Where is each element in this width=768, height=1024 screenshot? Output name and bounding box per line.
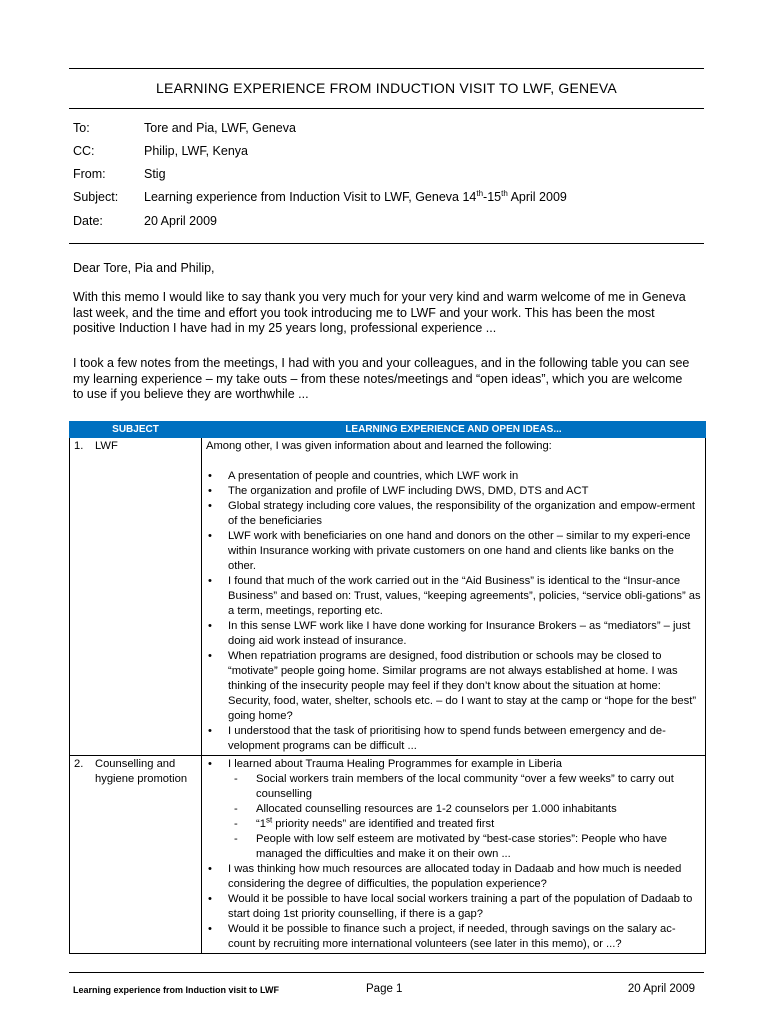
top-rule <box>69 68 704 69</box>
list-item: • When repatriation programs are designed, food distribution or schools may be closed to “motivate” people going home. Similar programs are not always established at home. I was thinking of the insecurity people may feel if they don’t know about the situation at home: Security, food, water, shelter, schools etc. – do I want to stay at the camp or “hope for the best” going home? <box>206 649 701 724</box>
list-item: - Social workers train members of the local community “over a few weeks” to carry out counselling <box>206 772 701 802</box>
row-number: 2. <box>74 758 84 770</box>
date-value: 20 April 2009 <box>144 214 217 228</box>
page-number: Page 1 <box>366 983 403 995</box>
footer-rule <box>69 972 704 973</box>
learning-column-header: LEARNING EXPERIENCE AND OPEN IDEAS... <box>202 422 706 438</box>
subject-sup-a: th <box>476 188 484 198</box>
dash-list <box>206 772 701 862</box>
subject-label: Subject: <box>73 190 119 204</box>
from-value: Stig <box>144 167 166 181</box>
row-intro: Among other, I was given information about and learned the following: <box>206 440 552 452</box>
sub3-sup: st <box>265 815 273 825</box>
footer-date: 20 April 2009 <box>627 983 695 995</box>
to-row <box>73 121 703 139</box>
document-title: LEARNING EXPERIENCE FROM INDUCTION VISIT TO LWF, GENEVA <box>156 80 617 96</box>
subject-column-header: SUBJECT <box>70 422 202 438</box>
sub3-text-pre: “1 <box>256 818 266 830</box>
row-subject: LWF <box>95 440 118 452</box>
list-item: • Would it be possible to finance such a project, if needed, through savings on the salary ac-count by recruiting more international volunteers (see later in this memo), or ...? <box>206 922 701 952</box>
list-item: - Allocated counselling resources are 1-2 counselors per 1.000 inhabitants <box>206 802 701 817</box>
cc-value: Philip, LWF, Kenya <box>144 144 248 158</box>
bullet-list <box>206 469 701 754</box>
list-item: • LWF work with beneficiaries on one hand and donors on the other – similar to my experi-ence within Insurance working with private customers on one hand and clients like banks on the other. <box>206 529 701 574</box>
learning-cell <box>202 438 706 756</box>
row-number: 1. <box>74 440 84 452</box>
footer-title: Learning experience from Induction visit to LWF <box>73 985 280 995</box>
list-item: • Would it be possible to have local social workers training a part of the population of Dadaab to start doing 1st priority counselling, if there is a gap? <box>206 892 701 922</box>
to-label: To: <box>73 121 90 135</box>
salutation: Dear Tore, Pia and Philip, <box>73 261 215 275</box>
cc-label: CC: <box>73 144 95 158</box>
cc-row <box>73 144 703 162</box>
subject-text-a: Learning experience from Induction Visit to LWF, Geneva 14 <box>144 190 477 204</box>
list-item <box>206 817 701 832</box>
list-item: • In this sense LWF work like I have done working for Insurance Brokers – as “mediators” – just doing aid work instead of insurance. <box>206 619 701 649</box>
bullet-list <box>206 757 701 952</box>
list-item: • The organization and profile of LWF including DWS, DMD, DTS and ACT <box>206 484 701 499</box>
subject-cell <box>70 438 202 756</box>
learning-table <box>69 421 706 954</box>
subject-sup-b: th <box>501 188 508 198</box>
subject-text-c: April 2009 <box>507 190 567 204</box>
list-item <box>206 757 701 862</box>
date-row <box>73 214 703 232</box>
intro-paragraph: With this memo I would like to say thank you very much for your very kind and warm welcome of me in Geneva last week, and the time and effort you took introducing me to LWF and your work. This has been the most positive Induction I have had in my 25 years long, professional experience ... <box>73 290 686 335</box>
title-rule <box>69 108 704 109</box>
list-item: • Global strategy including core values, the responsibility of the organization and empow-erment of the beneficiaries <box>206 499 701 529</box>
table-header-row <box>70 422 706 438</box>
list-item-text: I learned about Trauma Healing Programmes for example in Liberia <box>228 758 562 770</box>
list-item: • I understood that the task of prioritising how to spend funds between emergency and de-velopment programs can be difficult ... <box>206 724 701 754</box>
list-item: • I was thinking how much resources are allocated today in Dadaab and how much is needed considering the degree of difficulties, the population experience? <box>206 862 701 892</box>
list-item: • I found that much of the work carried out in the “Aid Business” is identical to the “Insur-ance Business” and based on: Trust, values, “keeping agreements”, policies, “service obli-gations” as a term, meetings, reporting etc. <box>206 574 701 619</box>
subject-cell <box>70 756 202 954</box>
from-label: From: <box>73 167 106 181</box>
spacer <box>206 454 701 469</box>
date-label: Date: <box>73 214 103 228</box>
header-rule <box>69 243 704 244</box>
to-value: Tore and Pia, LWF, Geneva <box>144 121 296 135</box>
learning-cell <box>202 756 706 954</box>
sub3-text-post: priority needs” are identified and treated first <box>272 818 495 830</box>
subject-value <box>144 190 567 204</box>
list-item: • A presentation of people and countries, which LWF work in <box>206 469 701 484</box>
subject-row <box>73 190 703 208</box>
subject-text-b: -15 <box>483 190 502 204</box>
notes-paragraph: I took a few notes from the meetings, I had with you and your colleagues, and in the following table you can see my learning experience – my take outs – from these notes/meetings and “open ideas”, which you are welcome to use if you believe they are worthwhile ... <box>73 356 690 401</box>
table-row <box>70 438 706 756</box>
table-row <box>70 756 706 954</box>
row-subject: Counselling and hygiene promotion <box>95 758 188 785</box>
list-item: - People with low self esteem are motivated by “best-case stories”: People who have managed the difficulties and make it on their own ... <box>206 832 701 862</box>
from-row <box>73 167 703 185</box>
